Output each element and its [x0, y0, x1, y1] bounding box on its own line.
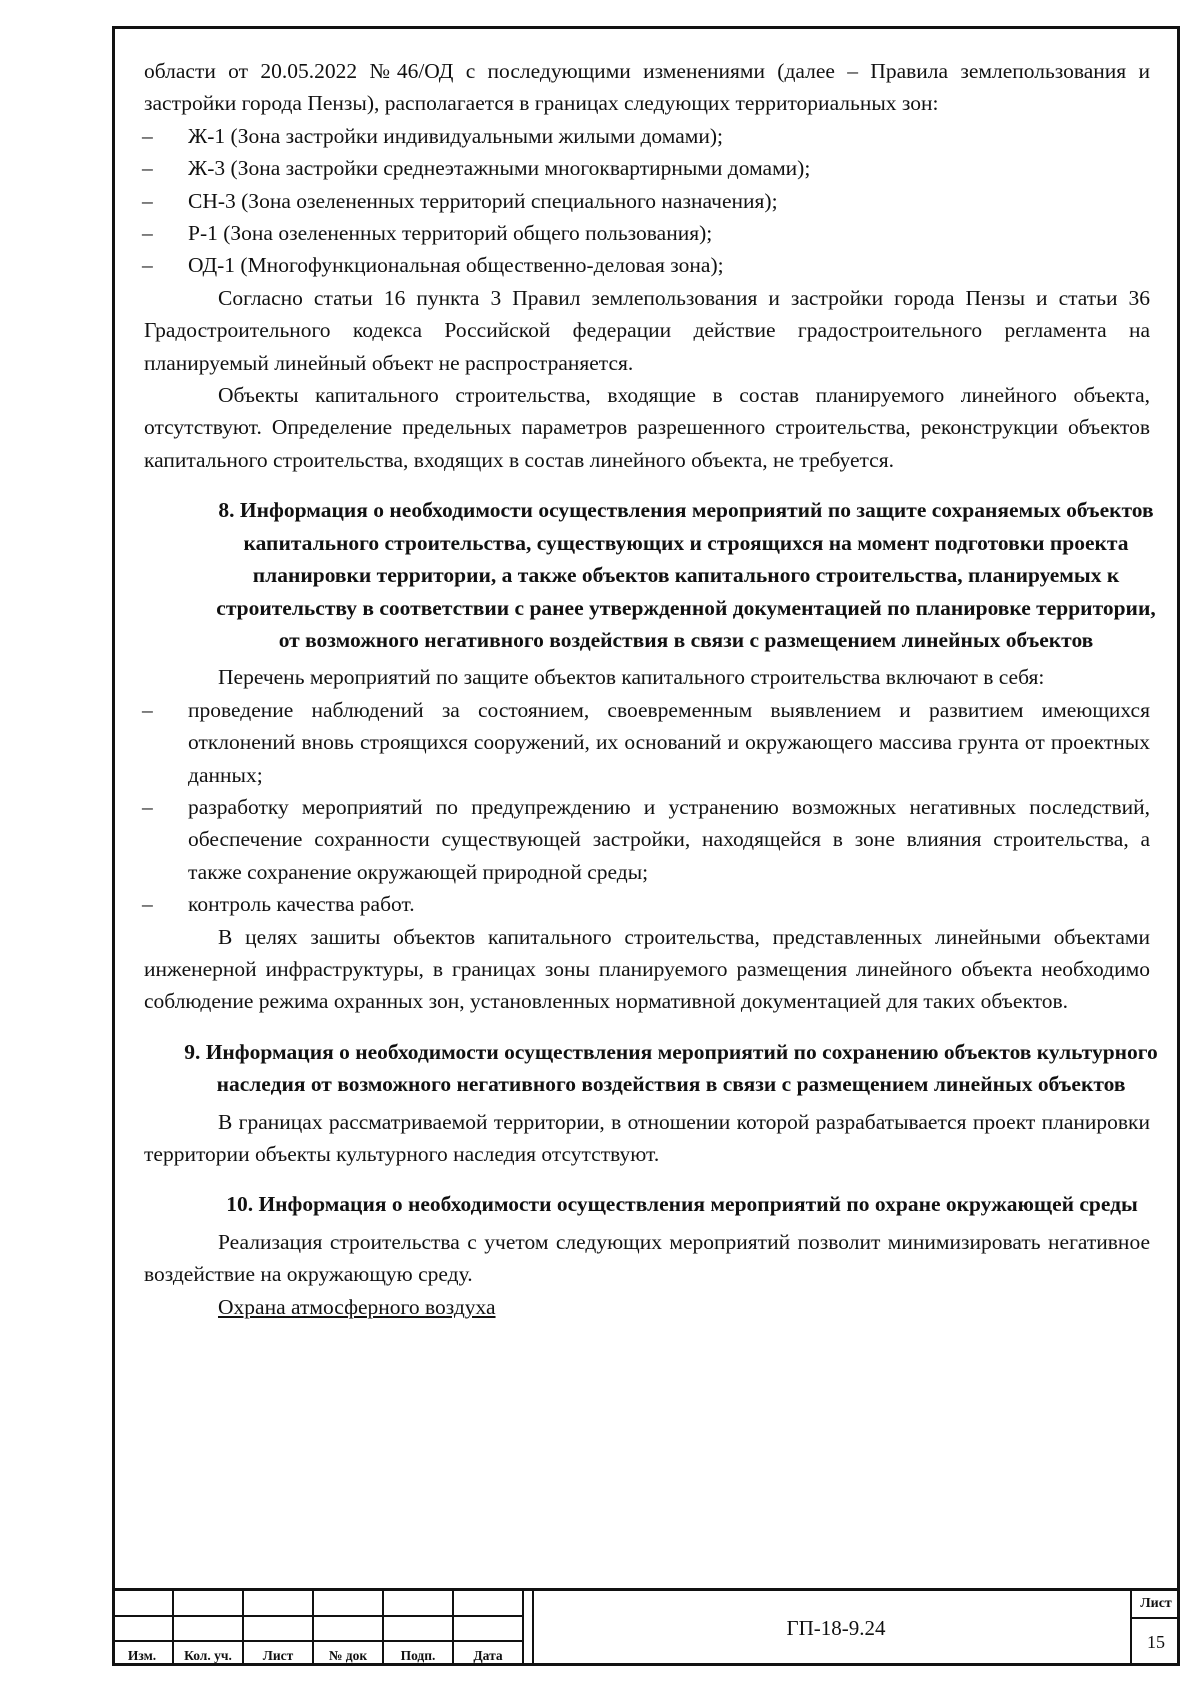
title-block-grid — [112, 1591, 530, 1666]
grid-cell — [174, 1591, 244, 1617]
dash-bullet: – — [142, 188, 153, 213]
label-cell — [454, 1642, 524, 1666]
list-item: – Р-1 (Зона озелененных территорий общего пользования); — [144, 217, 1150, 249]
label-cell — [112, 1642, 174, 1666]
label-list: Лист — [262, 1648, 294, 1663]
sheet-label: Лист — [1132, 1591, 1180, 1619]
section-8-heading: 8. Информация о необходимости осуществления мероприятий по защите сохраняемых объектов капитального строительства, существующих и строящихся на момент подготовки проекта планировки территории, а также объектов капитального строительства, планируемых к строительству в соответствии с ранее утвержденной документацией по планировке территории, от возможного негативного воздействия в связи с размещением линейных объектов — [216, 498, 1156, 652]
dash-bullet: – — [142, 221, 153, 246]
list-item: – разработку мероприятий по предупреждению и устранению возможных негативных последствий, обеспечение сохранности существующей застройки, находящейся в зоне влияния строительства, а также сохранение окружающей природной среды; — [144, 791, 1150, 888]
grid-cell — [244, 1591, 314, 1617]
sheet-box — [1130, 1591, 1180, 1666]
grid-cell — [112, 1591, 174, 1617]
body-paragraph: Объекты капитального строительства, входящие в состав планируемого линейного объекта, отсутствуют. Определение предельных параметров разрешенного строительства, реконструкции объектов капитального строительства, входящих в состав линейного объекта, не требуется. — [144, 383, 1150, 472]
grid-cell — [454, 1591, 524, 1617]
section-9-heading: 9. Информация о необходимости осуществления мероприятий по сохранению объектов культурного наследия от возможного негативного воздействия в связи с размещением линейных объектов — [184, 1039, 1158, 1097]
body-paragraph: В целях зашиты объектов капитального строительства, представленных линейными объектами инженерной инфраструктуры, в границах зоны планируемого размещения линейного объекта необходимо соблюдение режима охранных зон, установленных нормативной документацией для таких объектов. — [144, 924, 1150, 1014]
grid-cell — [244, 1617, 314, 1642]
body-paragraph: В границах рассматриваемой территории, в отношении которой разрабатывается проект планировки территории объекты культурного наследия отсутствуют. — [144, 1109, 1150, 1166]
grid-cell — [314, 1617, 384, 1642]
list-item: – Ж-3 (Зона застройки среднеэтажными многоквартирными домами); — [144, 152, 1150, 184]
body-paragraph: Реализация строительства с учетом следующих мероприятий позволит минимизировать негативное воздействие на окружающую среду. — [144, 1229, 1150, 1287]
grid-cell — [454, 1617, 524, 1642]
intro-paragraph: области от 20.05.2022 №46/ОД с последующими изменениями (далее – Правила землепользования и застройки города Пензы), располагается в границах следующих территориальных зон: — [144, 59, 1150, 116]
label-cell — [244, 1642, 314, 1666]
grid-cell — [112, 1617, 174, 1642]
list-item: – ОД-1 (Многофункциональная общественно-деловая зона); — [144, 249, 1150, 281]
zone-list — [144, 120, 1150, 282]
label-izm: Изм. — [127, 1648, 157, 1663]
label-kol-uch: Кол. уч. — [184, 1648, 232, 1663]
body-paragraph: Согласно статьи 16 пункта 3 Правил землепользования и застройки города Пензы и статьи 36 Градостроительного кодекса Российской федерации действие градостроительного регламента на планируемый линейный объект не распространяется. — [144, 285, 1150, 375]
subheading: Охрана атмосферного воздуха — [218, 1294, 496, 1319]
dash-bullet: – — [142, 156, 153, 181]
measures-list — [144, 694, 1150, 921]
body-paragraph: Перечень мероприятий по защите объектов капитального строительства включают в себя: — [218, 665, 1045, 690]
dash-bullet: – — [142, 794, 153, 819]
dash-bullet: – — [142, 892, 153, 917]
grid-cell — [314, 1591, 384, 1617]
list-item: – СН-3 (Зона озелененных территорий специального назначения); — [144, 185, 1150, 217]
grid-cell — [384, 1591, 454, 1617]
sheet-number: 15 — [1147, 1632, 1165, 1652]
document-body — [142, 55, 1158, 1323]
section-10-heading: 10. Информация о необходимости осуществления мероприятий по охране окружающей среды — [226, 1192, 1138, 1217]
dash-bullet: – — [142, 253, 153, 278]
dash-bullet: – — [142, 123, 153, 148]
list-item: – Ж-1 (Зона застройки индивидуальными жилыми домами); — [144, 120, 1150, 152]
list-item: – контроль качества работ. — [144, 888, 1150, 920]
list-item: – проведение наблюдений за состоянием, своевременным выявлением и развитием имеющихся отклонений вновь строящихся сооружений, их оснований и окружающего массива грунта от проектных данных; — [144, 694, 1150, 791]
dash-bullet: – — [142, 697, 153, 722]
label-n-dok: № док — [328, 1648, 368, 1663]
grid-cell — [174, 1617, 244, 1642]
label-cell — [384, 1642, 454, 1666]
label-cell — [174, 1642, 244, 1666]
document-code: ГП-18-9.24 — [532, 1591, 1138, 1666]
grid-cell — [384, 1617, 454, 1642]
label-data: Дата — [473, 1648, 503, 1663]
title-block — [112, 1588, 1180, 1666]
label-cell — [314, 1642, 384, 1666]
label-podp: Подп. — [400, 1648, 436, 1663]
